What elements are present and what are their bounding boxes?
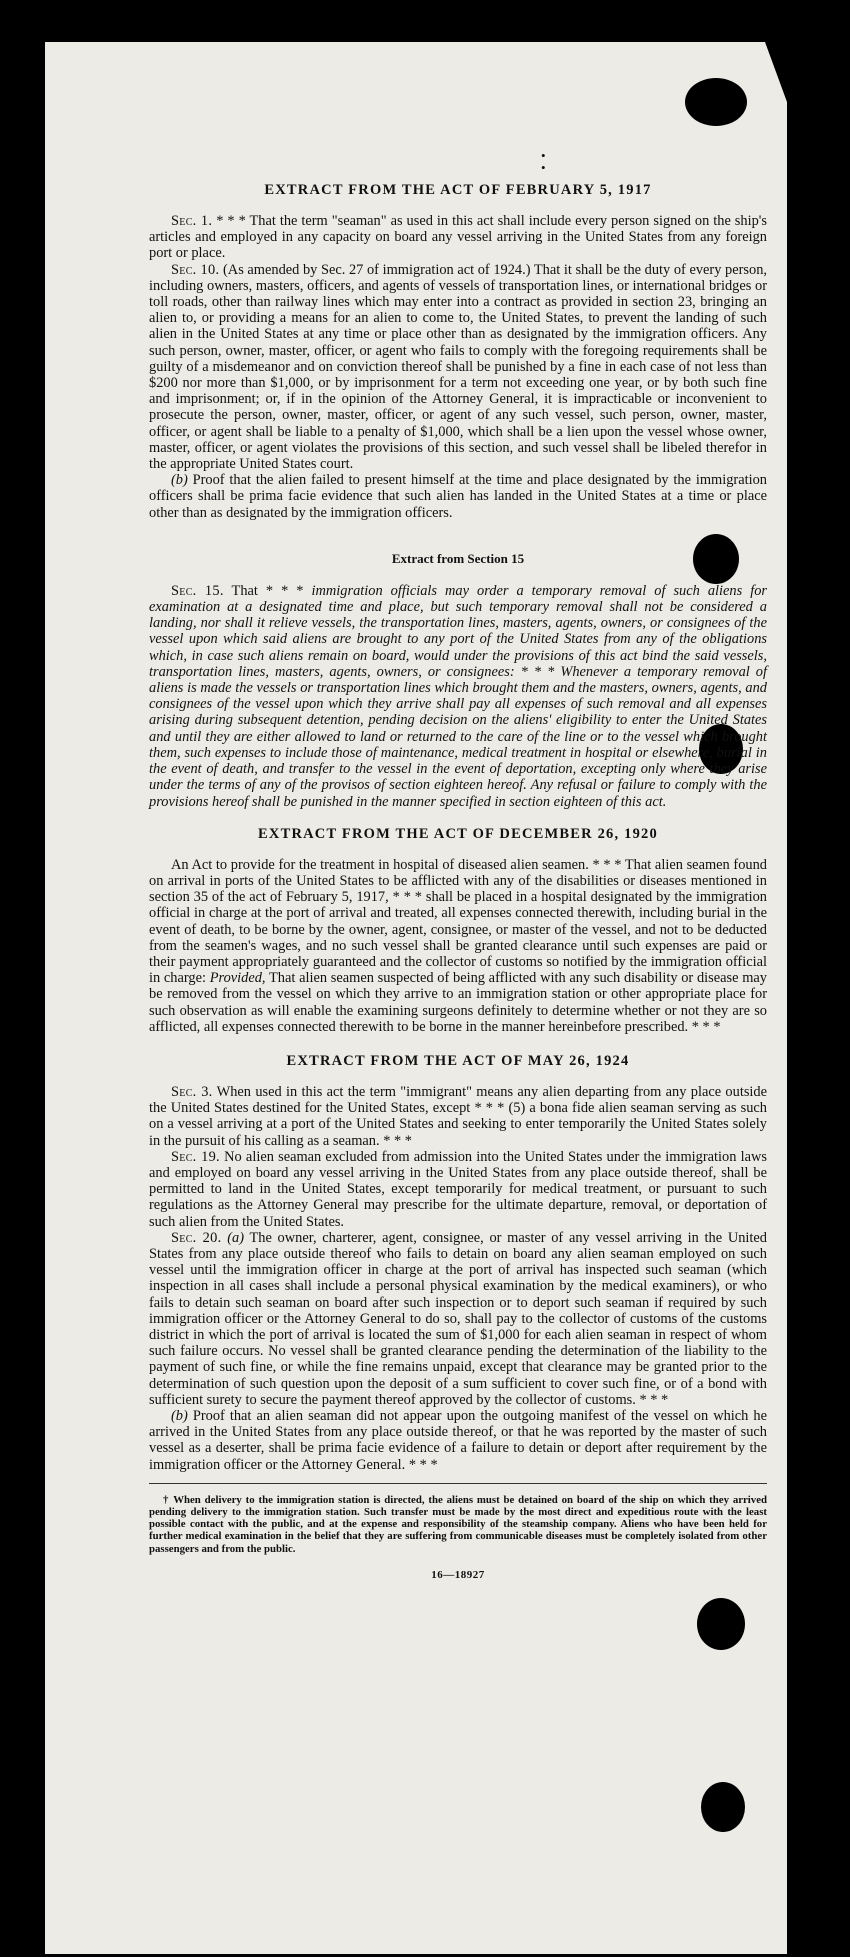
clause-label: (b) bbox=[171, 1408, 188, 1424]
footnote: † When delivery to the immigration station is directed, the aliens must be detained on board of the ship on which they arrived pending delivery to the immigration station. Such transfer must be made by the most direct and expeditious route with the least possible contact with the public, and at the expense and responsibility of the steamship company. Aliens who have been held for further medical examination in the belief that they are suffering from communicable diseases must be completely isolated from other passengers and from the public. bbox=[149, 1493, 767, 1555]
page-mark: • • bbox=[541, 148, 546, 175]
section-label: Sec. 10. bbox=[171, 261, 220, 278]
proviso-label: Provided, bbox=[209, 970, 266, 987]
paragraph-lead: That * * * bbox=[223, 582, 312, 599]
paragraph-text: The owner, charterer, agent, consignee, or master of any vessel arriving in the United States from any place outside thereof who fails to detain on board any alien seaman employed on such vessel until the immigration officer in charge at the port of arrival has inspected such seaman (which inspection in all cases shall include a personal physical examination by the medical examiners), or who fails to detain such seaman on board after such inspection or to deport such seaman if required by such immigration officer or the Attorney General to do so, shall pay to the collector of customs of the customs district in which the port of arrival is located the sum of $1,000 for each alien seaman in respect of whom such failure occurs. No vessel shall be granted clearance pending the determination of the liability to the payment of such fine, or while the fine remains unpaid, except that clearance may be granted prior to the determination of such question upon the deposit of a sum sufficient to cover such fine, or of a bond with sufficient surety to secure the payment thereof approved by the collector of customs. * * * bbox=[149, 1229, 767, 1408]
paragraph-text: * * * That the term "seaman" as used in this act shall include every person signed on the ship's articles and employed in any capacity on board any vessel arriving in the United States from any foreign port or place. bbox=[149, 213, 767, 262]
paragraph-act-1920 bbox=[149, 857, 767, 1035]
paragraph-sec-3 bbox=[149, 1084, 767, 1149]
document-body bbox=[149, 182, 767, 1581]
section-label: Sec. 3. bbox=[171, 1083, 213, 1100]
section-label: Sec. 20. bbox=[171, 1229, 222, 1246]
paragraph-sec-10 bbox=[149, 262, 767, 473]
paragraph-text: An Act to provide for the treatment in hospital of diseased alien seamen. * * * That alien seamen found on arrival in ports of the United States to be afflicted with any of the disabilities or diseases mentioned in section 35 of the act of February 5, 1917, * * * shall be placed in a hospital designated by the immigration official in charge at the port of arrival and treated, all expenses connected therewith, including burial in the event of death, to be borne by the owner, agent, consignee, or master of the vessel, and not to be deducted from the seamen's wages, and no such vessel shall be granted clearance until such expenses are paid or their payment appropriately guaranteed and the collector of customs so notified by the immigration official in charge: bbox=[149, 856, 767, 987]
paragraph-sec-1 bbox=[149, 213, 767, 262]
heading-act-1920: EXTRACT FROM THE ACT OF DECEMBER 26, 1920 bbox=[258, 825, 658, 842]
footnote-divider bbox=[149, 1483, 767, 1484]
section-label: Sec. 19. bbox=[171, 1148, 220, 1165]
paragraph-sec-19 bbox=[149, 1149, 767, 1230]
paragraph-text: No alien seaman excluded from admission into the United States under the immigration laws and employed on board any vessel arriving in the United States from any place outside thereof, shall be permitted to land in the United States, except temporarily for medical treatment, or pursuant to such regulations as the Attorney General may prescribe for the ultimate departure, removal, or deportation of such alien from the United States. bbox=[149, 1148, 767, 1230]
document-page bbox=[45, 42, 787, 1954]
paragraph-text-2: That alien seamen suspected of being afflicted with any such disability or disease may be removed from the vessel on which they arrive to an immigration station or other appropriate place for such observation as will enable the examining surgeons definitely to determine whether or not they are so afflicted, all expenses connected therewith to be borne in the manner hereinbefore prescribed. * * * bbox=[149, 970, 767, 1035]
punch-hole-bottom bbox=[701, 1782, 745, 1832]
punch-hole-lower bbox=[697, 1598, 745, 1650]
paragraph-text: Proof that the alien failed to present himself at the time and place designated by the immigration officers shall be prima facie evidence that such alien has landed in the United States at a time or place other than as designated by the immigration officers. bbox=[149, 472, 767, 521]
clause-label: (b) bbox=[171, 472, 188, 489]
paragraph-text: immigration officials may order a temporary removal of such aliens for examination at a designated time and place, but such temporary removal shall not be considered a landing, nor shall it relieve vessels, the transportation lines, masters, agents, owners, or consignees of the vessel upon which said aliens are brought to any port of the United States from any of the obligations which, in case such aliens remain on board, would under the provisions of this act bind the said vessels, transportation lines, masters, agents, owners, or consignees: * * * Whenever a temporary removal of aliens is made the vessels or transportation lines which brought them and the masters, owners, agents, and consignees of the vessel upon which they arrive shall pay all expenses of such removal and all expenses arising during subsequent detention, pending decision on the aliens' eligibility to enter the United States and until they are either allowed to land or returned to the care of the line or to the vessel which brought them, such expenses to include those of maintenance, medical treatment in hospital or elsewhere, burial in the event of death, and transfer to the vessel in the event of deportation, excepting only where they arise under the terms of any of the provisos of section eighteen hereof. Any refusal or failure to comply with the provisions hereof shall be punished in the manner specified in section eighteen of this act. bbox=[149, 582, 767, 810]
paragraph-text: Proof that an alien seaman did not appear upon the outgoing manifest of the vessel on which he arrived in the United States from any place outside thereof, or that he was reported by the master of such vessel as a deserter, shall be prima facie evidence of a failure to detain or deport after requirement by the immigration officer or the Attorney General. * * * bbox=[149, 1408, 767, 1473]
heading-section-15: Extract from Section 15 bbox=[391, 550, 525, 566]
folio-number: 16—18927 bbox=[431, 1568, 485, 1581]
paragraph-sec-20-b bbox=[149, 1408, 767, 1473]
paragraph-sec-20 bbox=[149, 1230, 767, 1408]
heading-act-1924: EXTRACT FROM THE ACT OF MAY 26, 1924 bbox=[286, 1052, 630, 1069]
heading-act-1917: EXTRACT FROM THE ACT OF FEBRUARY 5, 1917 bbox=[264, 182, 652, 198]
clause-label: (a) bbox=[221, 1229, 244, 1246]
torn-corner bbox=[765, 42, 787, 102]
section-label: Sec. 1. bbox=[171, 213, 213, 229]
section-label: Sec. 15. bbox=[171, 582, 224, 599]
punch-hole-top bbox=[685, 78, 747, 126]
paragraph-text: When used in this act the term "immigrant" means any alien departing from any place outside the United States destined for the United States, except * * * (5) a bona fide alien seaman serving as such on a vessel arriving at a port of the United States and seeking to enter temporarily the United States solely in the pursuit of his calling as a seaman. * * * bbox=[149, 1083, 767, 1149]
paragraph-text: (As amended by Sec. 27 of immigration act of 1924.) That it shall be the duty of every person, including owners, masters, officers, and agents of vessels of transportation lines, or international bridges or toll roads, other than railway lines which may enter into a contract as provided in section 23, bringing an alien to, or providing a means for an alien to come to, the United States, to prevent the landing of such alien in the United States at any time or place other than as designated by the immigration officers. Any such person, owner, master, officer, or agent who fails to comply with the foregoing requirements shall be guilty of a misdemeanor and on conviction thereof shall be punished by a fine in each case of not less than $200 nor more than $1,000, or by imprisonment for a term not exceeding one year, or by both such fine and imprisonment; or, if in the opinion of the Attorney General, it is impracticable or inconvenient to prosecute the person, owner, master, officer, or agent of any such vessel, such person, owner, master, officer, or agent shall be liable to a penalty of $1,000, which shall be a lien upon the vessel whose owner, master, officer, or agent violates the provisions of this section, and such vessel shall be libeled therefor in the appropriate United States court. bbox=[149, 261, 767, 473]
paragraph-sec-10-b bbox=[149, 472, 767, 521]
paragraph-sec-15 bbox=[149, 583, 767, 810]
